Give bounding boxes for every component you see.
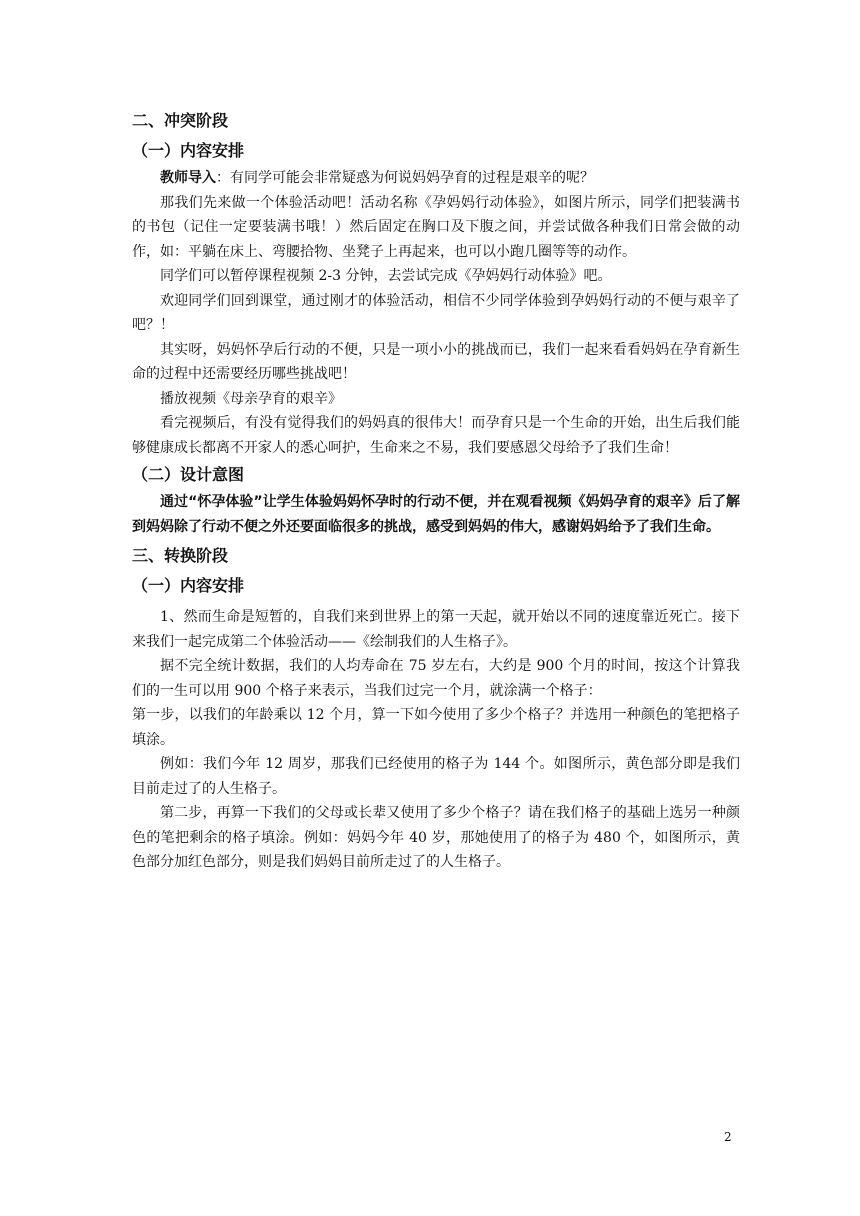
- paragraph-step-two: 第二步，再算一下我们的父母或长辈又使用了多少个格子？请在我们格子的基础上选另一种颜色的笔把剩余的格子填涂。例如：妈妈今年 40 岁，那她使用了的格子为 480 个，如图所示，黄色部分加红色部分，则是我们妈妈目前所走过了的人生格子。: [132, 805, 740, 870]
- subheading-content-arrangement: （一）内容安排: [132, 141, 245, 160]
- paragraph-pause-video: 同学们可以暂停课程视频 2-3 分钟，去尝试完成《孕妈妈行动体验》吧。: [160, 268, 612, 284]
- paragraph-welcome-back: 欢迎同学们回到课堂，通过刚才的体验活动，相信不少同学体验到孕妈妈行动的不便与艰辛了吧？！: [132, 292, 740, 333]
- paragraph-activity-intro: 那我们先来做一个体验活动吧！活动名称《孕妈妈行动体验》，如图片所示，同学们把装满书的书包（记住一定要装满书哦！）然后固定在胸口及下腹之间，并尝试做各种我们日常会做的动作，如：平躺在床上、弯腰拾物、坐凳子上再起来，也可以小跑几圈等等的动作。: [132, 194, 740, 260]
- teacher-intro-paragraph: [132, 166, 740, 191]
- paragraph-example-12: 例如：我们今年 12 周岁，那我们已经使用的格子为 144 个。如图所示，黄色部分即是我们目前走过了的人生格子。: [132, 756, 740, 797]
- paragraph-life-short: 1、然而生命是短暂的，自我们来到世界上的第一天起，就开始以不同的速度靠近死亡。接下来我们一起完成第二个体验活动——《绘制我们的人生格子》。: [132, 609, 740, 650]
- subheading-content-arrangement-2: （一）内容安排: [132, 576, 245, 595]
- paragraph-after-video: 看完视频后，有没有觉得我们的妈妈真的很伟大！而孕育只是一个生命的开始，出生后我们能够健康成长都离不开家人的悉心呵护，生命来之不易，我们要感恩父母给予了我们生命！: [132, 415, 740, 456]
- teacher-intro-label: 教师导入: [160, 170, 216, 186]
- page-number: 2: [724, 1130, 732, 1144]
- section-heading-transition: 三、转换阶段: [132, 546, 229, 565]
- paragraph-design-intent: 通过“怀孕体验”让学生体验妈妈怀孕时的行动不便，并在观看视频《妈妈孕育的艰辛》后了解到妈妈除了行动不便之外还要面临很多的挑战，感受到妈妈的伟大，感谢妈妈给予了我们生命。: [132, 494, 740, 535]
- paragraph-statistics: 据不完全统计数据，我们的人均寿命在 75 岁左右，大约是 900 个月的时间，按这个计算我们的一生可以用 900 个格子来表示，当我们过完一个月，就涂满一个格子：: [132, 658, 740, 699]
- paragraph-challenges: 其实呀，妈妈怀孕后行动的不便，只是一项小小的挑战而已，我们一起来看看妈妈在孕育新生命的过程中还需要经历哪些挑战吧！: [132, 341, 740, 382]
- paragraph-step-one: 第一步，以我们的年龄乘以 12 个月，算一下如今使用了多少个格子？并选用一种颜色的笔把格子填涂。: [132, 707, 740, 748]
- subheading-design-intent: （二）设计意图: [132, 465, 245, 484]
- paragraph-play-video: 播放视频《母亲孕育的艰辛》: [160, 390, 342, 407]
- section-heading-conflict: 二、冲突阶段: [132, 111, 229, 130]
- teacher-intro-text: ：有同学可能会非常疑惑为何说妈妈孕育的过程是艰辛的呢？: [216, 170, 594, 186]
